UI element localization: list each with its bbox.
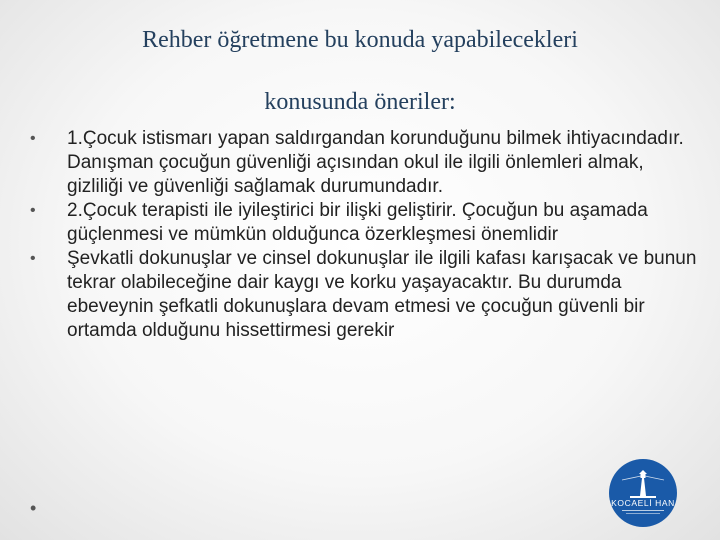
slide-title-line-1: Rehber öğretmene bu konuda yapabilecekleri: [142, 27, 578, 53]
empty-bullet: •: [30, 498, 37, 518]
bullet-item-3: • Şevkatli dokunuşlar ve cinsel dokunuşlar ile ilgili kafası karışacak ve bunun tekrar olabileceğine dair kaygı ve korku yaşayacaktır. Bu durumda ebeveynin şefkatli dokunuşlara devam etmesi ve çocuğun güvenli bir ortamda olduğunu hissettirmesi gerekir: [30, 247, 702, 343]
logo: [592, 458, 694, 528]
bullet-item-1: • 1.Çocuk istismarı yapan saldırgandan korunduğunu bilmek ihtiyacındadır. Danışman çocuğun güvenliği açısından okul ile ilgili önlemleri almak, gizliliği ve güvenliği sağlamak durumundadır.: [30, 127, 702, 199]
bullet-item-2: • 2.Çocuk terapisti ile iyileştirici bir ilişki geliştirir. Çocuğun bu aşamada güçlenmesi ve mümkün olduğunca özerkleşmesi önemlidir: [30, 199, 702, 247]
logo-text: KOCAELİ HAN: [611, 498, 675, 508]
slide-title-line-2: konusunda öneriler:: [264, 89, 456, 115]
bullet-list: [30, 127, 702, 343]
